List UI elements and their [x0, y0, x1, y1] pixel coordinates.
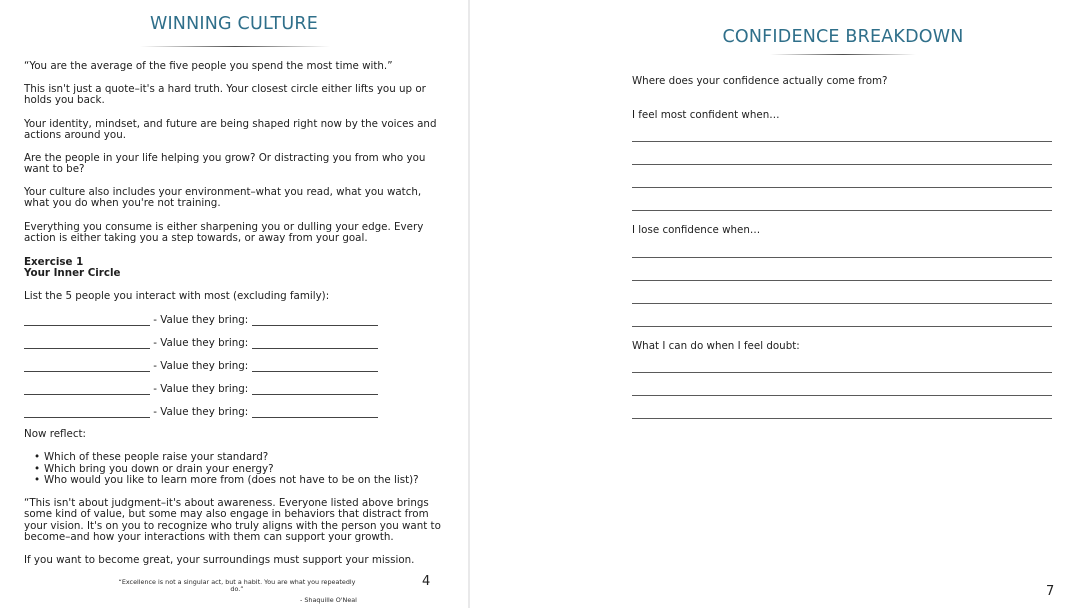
prompt-label: I feel most confident when…: [632, 109, 780, 121]
value-label: - Value they bring:: [153, 383, 249, 395]
answer-line[interactable]: [632, 372, 1052, 373]
body-paragraph: Are the people in your life helping you grow? Or distracting you from who you want to be?: [24, 152, 426, 176]
answer-line[interactable]: [632, 210, 1052, 211]
value-label: - Value they bring:: [153, 406, 249, 418]
answer-line[interactable]: [632, 141, 1052, 142]
title-divider: [140, 46, 330, 47]
person-blank[interactable]: [24, 362, 150, 372]
inner-circle-row: [24, 406, 378, 418]
value-blank[interactable]: [252, 362, 378, 372]
list-item: • Who would you like to learn more from (does not have to be on the list)?: [34, 475, 419, 487]
exercise-title: Your Inner Circle: [24, 267, 121, 279]
reflect-label: Now reflect:: [24, 428, 87, 440]
quote-paragraph: “You are the average of the five people you spend the most time with.”: [24, 60, 393, 72]
answer-line[interactable]: [632, 418, 1052, 419]
exercise-label: Exercise 1: [24, 256, 84, 268]
prompt-label: I lose confidence when…: [632, 224, 761, 236]
person-blank[interactable]: [24, 408, 150, 418]
value-blank[interactable]: [252, 316, 378, 326]
answer-line[interactable]: [632, 164, 1052, 165]
exercise-instruction: List the 5 people you interact with most (excluding family):: [24, 290, 330, 302]
closing-paragraph: If you want to become great, your surroundings must support your mission.: [24, 554, 415, 566]
person-blank[interactable]: [24, 385, 150, 395]
answer-line[interactable]: [632, 326, 1052, 327]
value-blank[interactable]: [252, 385, 378, 395]
answer-line[interactable]: [632, 187, 1052, 188]
inner-circle-row: [24, 360, 378, 372]
footer-attribution: - Shaquille O'Neal: [300, 596, 357, 604]
reflect-list: [34, 452, 419, 487]
inner-circle-row: [24, 314, 378, 326]
value-label: - Value they bring:: [153, 314, 249, 326]
answer-line[interactable]: [632, 257, 1052, 258]
value-label: - Value they bring:: [153, 337, 249, 349]
section-question: Where does your confidence actually come from?: [632, 75, 888, 87]
answer-line[interactable]: [632, 280, 1052, 281]
value-blank[interactable]: [252, 339, 378, 349]
body-paragraph: Your identity, mindset, and future are being shaped right now by the voices and actions around you.: [24, 118, 437, 142]
page-title: CONFIDENCE BREAKDOWN: [722, 27, 964, 47]
body-paragraph: This isn't just a quote–it's a hard truth. Your closest circle either lifts you up or holds you back.: [24, 83, 426, 107]
page-title: WINNING CULTURE: [149, 14, 319, 34]
person-blank[interactable]: [24, 339, 150, 349]
inner-circle-row: [24, 337, 378, 349]
list-item: • Which of these people raise your standard?: [34, 452, 419, 464]
person-blank[interactable]: [24, 316, 150, 326]
page-number: 7: [1046, 584, 1055, 599]
body-paragraph: Your culture also includes your environment–what you read, what you watch, what you do when you're not training.: [24, 186, 422, 210]
list-item: • Which bring you down or drain your energy?: [34, 464, 419, 476]
answer-line[interactable]: [632, 303, 1052, 304]
body-paragraph: Everything you consume is either sharpening you or dulling your edge. Every action is either taking you a step towards, or away from your goal.: [24, 221, 424, 245]
value-label: - Value they bring:: [153, 360, 249, 372]
value-blank[interactable]: [252, 408, 378, 418]
page-number: 4: [422, 574, 431, 589]
footer-quote: “Excellence is not a singular act, but a habit. You are what you repeatedly do.”: [118, 578, 356, 594]
answer-line[interactable]: [632, 395, 1052, 396]
right-page: [470, 0, 1080, 608]
prompt-label: What I can do when I feel doubt:: [632, 340, 800, 352]
title-divider: [770, 54, 916, 55]
left-page: [0, 0, 468, 608]
inner-circle-row: [24, 383, 378, 395]
closing-paragraph: “This isn't about judgment–it's about awareness. Everyone listed above brings some kind of value, but some may also engage in behaviors that distract from your vision. It's on you to recognize who truly aligns with the person you want to become–and how your interactions with them can support your growth.: [24, 497, 441, 544]
